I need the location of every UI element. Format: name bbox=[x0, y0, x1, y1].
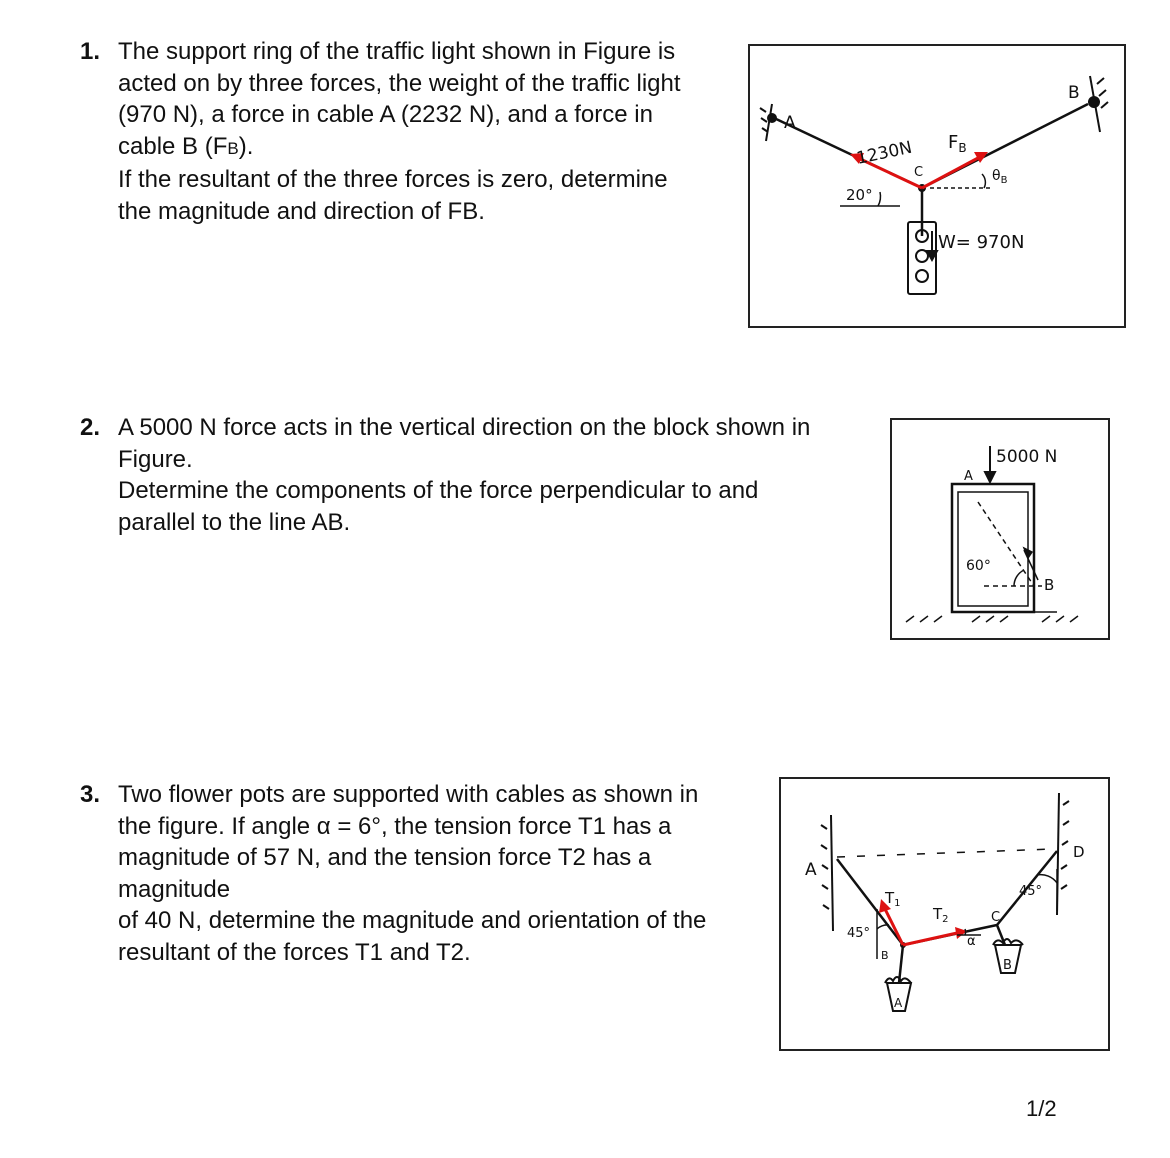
wall-right bbox=[1057, 793, 1069, 915]
force-b-symbol: F bbox=[948, 132, 959, 153]
text-segment: cable B (F bbox=[118, 132, 228, 160]
figure-block bbox=[890, 418, 1110, 640]
pot-b-label: B bbox=[1003, 958, 1012, 973]
problem-text bbox=[118, 412, 870, 538]
text-line: Two flower pots are supported with cables as shown in bbox=[118, 781, 699, 808]
text-line: parallel to the line AB. bbox=[118, 508, 351, 536]
pot-a-label: A bbox=[894, 996, 903, 1010]
text-line: resultant of the forces T1 and T2. bbox=[118, 938, 471, 966]
label-c: C bbox=[914, 165, 924, 180]
force-arrow bbox=[985, 446, 995, 482]
force-a-label: 1230N bbox=[854, 137, 914, 169]
angle-b-arc bbox=[982, 174, 985, 188]
angle-b-label bbox=[992, 168, 1008, 186]
traffic-light-diagram bbox=[750, 46, 1124, 326]
figure-flower-pots bbox=[779, 777, 1110, 1051]
support-b bbox=[1089, 76, 1108, 132]
problem-3 bbox=[80, 779, 750, 968]
text-line: A 5000 N force acts in the vertical direction on the block shown in bbox=[118, 414, 811, 441]
angle-b-subscript: B bbox=[1000, 175, 1008, 186]
label-a: A bbox=[784, 113, 796, 133]
text-line: Figure. bbox=[118, 445, 193, 473]
page-number: 1/2 bbox=[1026, 1096, 1057, 1121]
t1-label bbox=[884, 889, 901, 909]
label-b-knot: B bbox=[881, 949, 889, 962]
block-diagram bbox=[892, 420, 1108, 638]
flower-pots-diagram bbox=[781, 779, 1108, 1049]
text-line: (970 N), a force in cable A (2232 N), and a force in bbox=[118, 101, 653, 128]
reference-line bbox=[837, 849, 1053, 857]
angle-a-label: 20° bbox=[846, 186, 873, 204]
angle-right-label: 45° bbox=[1019, 884, 1043, 899]
subscript: B bbox=[227, 138, 239, 158]
t2-arrow bbox=[903, 927, 967, 945]
figure-traffic-light bbox=[748, 44, 1126, 328]
problem-text bbox=[118, 36, 720, 227]
problem-2 bbox=[80, 412, 870, 538]
angle-b-symbol: θ bbox=[992, 168, 1001, 184]
text-line: the magnitude and direction of FB. bbox=[118, 197, 485, 225]
support-a bbox=[760, 104, 776, 141]
problem-text bbox=[118, 779, 750, 968]
t2-label bbox=[932, 905, 949, 925]
text-line: magnitude of 57 N, and the tension force T2 has a bbox=[118, 844, 652, 871]
cables bbox=[774, 104, 1088, 236]
force-b-subscript: B bbox=[958, 141, 967, 155]
force-b-arrow bbox=[922, 152, 988, 188]
t2-symbol: T bbox=[933, 905, 943, 923]
label-b: B bbox=[1044, 576, 1055, 594]
label-c: C bbox=[991, 910, 1001, 925]
problem-number: 2. bbox=[80, 414, 101, 441]
label-d: D bbox=[1073, 843, 1085, 861]
t2-subscript: 2 bbox=[942, 914, 949, 925]
weight-label: W= 970N bbox=[938, 232, 1025, 253]
angle-left-label: 45° bbox=[847, 926, 871, 941]
problem-1 bbox=[80, 36, 720, 227]
angle-label: 60° bbox=[966, 558, 991, 574]
text-line: If the resultant of the three forces is zero, determine bbox=[118, 166, 668, 193]
text-line: The support ring of the traffic light shown in Figure is bbox=[118, 38, 676, 65]
text-line bbox=[118, 131, 720, 165]
text-line: Determine the components of the force perpendicular to and bbox=[118, 477, 759, 504]
text-line: of 40 N, determine the magnitude and orientation of the bbox=[118, 907, 707, 934]
problem-number: 3. bbox=[80, 781, 101, 808]
label-a-point: A bbox=[805, 860, 817, 880]
t1-symbol: T bbox=[885, 889, 895, 907]
t1-subscript: 1 bbox=[894, 898, 901, 909]
text-line: acted on by three forces, the weight of the traffic light bbox=[118, 69, 681, 97]
alpha-label: α bbox=[967, 934, 976, 949]
label-b: B bbox=[1068, 83, 1080, 103]
block bbox=[952, 484, 1034, 612]
force-b-label bbox=[948, 132, 967, 155]
text-line: magnitude bbox=[118, 875, 231, 903]
ground bbox=[906, 612, 1078, 622]
text-segment: ). bbox=[238, 132, 254, 160]
text-line: the figure. If angle α = 6°, the tension force T1 has a bbox=[118, 812, 672, 840]
label-a: A bbox=[964, 469, 973, 484]
wall-left bbox=[821, 815, 833, 931]
problem-number: 1. bbox=[80, 38, 101, 65]
force-label: 5000 N bbox=[996, 447, 1058, 467]
